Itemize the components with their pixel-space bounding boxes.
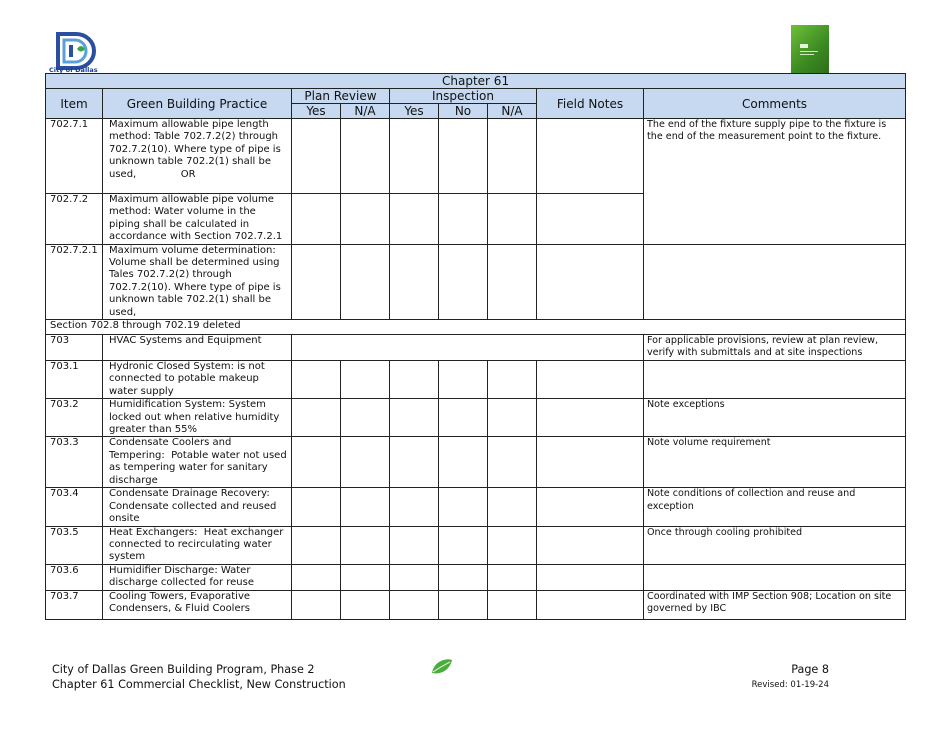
col-field-notes-header: Field Notes — [537, 89, 644, 119]
comment-text: Once through cooling prohibited — [644, 526, 906, 564]
field-notes-cell[interactable] — [537, 590, 644, 619]
page-number: Page 8 — [791, 663, 829, 676]
insp-yes-cell[interactable] — [390, 590, 439, 619]
revised-date: Revised: 01-19-24 — [751, 680, 829, 690]
merged-empty-cell — [292, 335, 644, 361]
plan-na-cell[interactable] — [341, 244, 390, 319]
plan-yes-cell[interactable] — [292, 488, 341, 526]
practice-text: Maximum allowable pipe length method: Table 702.7.2(2) through 702.7.2(10). Where type of pipe is unknown table 702.2(1) shall be used, OR — [103, 119, 292, 194]
plan-na-cell[interactable] — [341, 399, 390, 437]
field-notes-cell[interactable] — [537, 437, 644, 488]
field-notes-cell[interactable] — [537, 399, 644, 437]
insp-na-cell[interactable] — [488, 194, 537, 245]
field-notes-cell[interactable] — [537, 194, 644, 245]
chapter-title: Chapter 61 — [46, 74, 906, 89]
insp-no-cell[interactable] — [439, 488, 488, 526]
plan-na-cell[interactable] — [341, 590, 390, 619]
item-number: 703.4 — [46, 488, 103, 526]
plan-yes-cell[interactable] — [292, 526, 341, 564]
col-item-header: Item — [46, 89, 103, 119]
practice-text: Humidification System: System locked out when relative humidity greater than 55% — [103, 399, 292, 437]
insp-na-header: N/A — [488, 104, 537, 119]
footer-line-2: Chapter 61 Commercial Checklist, New Construction — [52, 677, 346, 691]
plan-yes-cell[interactable] — [292, 590, 341, 619]
comment-text — [644, 360, 906, 398]
practice-text: Maximum allowable pipe volume method: Water volume in the piping shall be calculated in accordance with Section 702.7.2.1 — [103, 194, 292, 245]
insp-no-header: No — [439, 104, 488, 119]
plan-na-header: N/A — [341, 104, 390, 119]
insp-no-cell[interactable] — [439, 194, 488, 245]
insp-na-cell[interactable] — [488, 488, 537, 526]
iecc-book-cover-icon — [791, 25, 829, 73]
table-row — [46, 244, 906, 319]
insp-no-cell[interactable] — [439, 399, 488, 437]
item-number: 702.7.2.1 — [46, 244, 103, 319]
practice-text: Hydronic Closed System: is not connected to potable makeup water supply — [103, 360, 292, 398]
insp-yes-cell[interactable] — [390, 437, 439, 488]
plan-yes-cell[interactable] — [292, 244, 341, 319]
table-row — [46, 399, 906, 437]
insp-yes-cell[interactable] — [390, 526, 439, 564]
practice-text: Condensate Coolers and Tempering: Potable water not used as tempering water for sanitary discharge — [103, 437, 292, 488]
field-notes-cell[interactable] — [537, 119, 644, 194]
col-comments-header: Comments — [644, 89, 906, 119]
insp-na-cell[interactable] — [488, 119, 537, 194]
insp-yes-cell[interactable] — [390, 244, 439, 319]
col-inspection-header: Inspection — [390, 89, 537, 104]
footer-program — [52, 663, 346, 692]
comment-text: Coordinated with IMP Section 908; Location on site governed by IBC — [644, 590, 906, 619]
item-number: 702.7.1 — [46, 119, 103, 194]
plan-na-cell[interactable] — [341, 194, 390, 245]
item-number: 703.7 — [46, 590, 103, 619]
comment-text: Note volume requirement — [644, 437, 906, 488]
insp-no-cell[interactable] — [439, 244, 488, 319]
logo-caption: City of Dallas — [49, 66, 98, 74]
comment-text — [644, 564, 906, 590]
plan-na-cell[interactable] — [341, 564, 390, 590]
field-notes-cell[interactable] — [537, 526, 644, 564]
item-number: 703.3 — [46, 437, 103, 488]
insp-na-cell[interactable] — [488, 244, 537, 319]
col-plan-review-header: Plan Review — [292, 89, 390, 104]
insp-na-cell[interactable] — [488, 399, 537, 437]
plan-yes-cell[interactable] — [292, 437, 341, 488]
insp-na-cell[interactable] — [488, 564, 537, 590]
table-row — [46, 360, 906, 398]
insp-yes-cell[interactable] — [390, 399, 439, 437]
practice-text: Maximum volume determination: Volume shall be determined using Tales 702.7.2(2) through 702.7.2(10). Where type of pipe is unknown table 702.2(1) shall be used, — [103, 244, 292, 319]
plan-na-cell[interactable] — [341, 119, 390, 194]
insp-na-cell[interactable] — [488, 526, 537, 564]
practice-text: HVAC Systems and Equipment — [103, 335, 292, 361]
insp-yes-cell[interactable] — [390, 488, 439, 526]
table-row — [46, 119, 906, 194]
section-note-row — [46, 320, 906, 335]
footer-line-1: City of Dallas Green Building Program, Phase 2 — [52, 663, 315, 676]
insp-yes-cell[interactable] — [390, 360, 439, 398]
plan-yes-cell[interactable] — [292, 194, 341, 245]
insp-no-cell[interactable] — [439, 526, 488, 564]
comment-text: Note conditions of collection and reuse and exception — [644, 488, 906, 526]
item-number: 703.6 — [46, 564, 103, 590]
insp-yes-cell[interactable] — [390, 564, 439, 590]
comment-text: The end of the fixture supply pipe to the fixture is the end of the measurement point to the fixture. — [644, 119, 906, 245]
plan-na-cell[interactable] — [341, 437, 390, 488]
field-notes-cell[interactable] — [537, 360, 644, 398]
item-number: 703.5 — [46, 526, 103, 564]
plan-na-cell[interactable] — [341, 360, 390, 398]
item-number: 703.2 — [46, 399, 103, 437]
insp-no-cell[interactable] — [439, 360, 488, 398]
practice-text: Condensate Drainage Recovery: Condensate collected and reused onsite — [103, 488, 292, 526]
table-row — [46, 335, 906, 361]
insp-no-cell[interactable] — [439, 119, 488, 194]
plan-na-cell[interactable] — [341, 526, 390, 564]
insp-yes-cell[interactable] — [390, 194, 439, 245]
practice-text: Heat Exchangers: Heat exchanger connected to recirculating water system — [103, 526, 292, 564]
insp-na-cell[interactable] — [488, 590, 537, 619]
insp-yes-cell[interactable] — [390, 119, 439, 194]
item-number: 702.7.2 — [46, 194, 103, 245]
plan-yes-cell[interactable] — [292, 399, 341, 437]
green-leaf-icon — [430, 657, 454, 677]
plan-yes-cell[interactable] — [292, 564, 341, 590]
comment-text — [644, 244, 906, 319]
item-number: 703 — [46, 335, 103, 361]
checklist-table — [45, 73, 906, 620]
field-notes-cell[interactable] — [537, 488, 644, 526]
field-notes-cell[interactable] — [537, 244, 644, 319]
insp-na-cell[interactable] — [488, 360, 537, 398]
insp-no-cell[interactable] — [439, 437, 488, 488]
table-row — [46, 437, 906, 488]
practice-text: Cooling Towers, Evaporative Condensers, & Fluid Coolers — [103, 590, 292, 619]
field-notes-cell[interactable] — [537, 564, 644, 590]
insp-no-cell[interactable] — [439, 590, 488, 619]
item-number: 703.1 — [46, 360, 103, 398]
section-note: Section 702.8 through 702.19 deleted — [46, 320, 906, 335]
col-practice-header: Green Building Practice — [103, 89, 292, 119]
table-row — [46, 564, 906, 590]
table-row — [46, 488, 906, 526]
plan-yes-cell[interactable] — [292, 119, 341, 194]
table-row — [46, 526, 906, 564]
comment-text: For applicable provisions, review at plan review, verify with submittals and at site inspections — [644, 335, 906, 361]
comment-text: Note exceptions — [644, 399, 906, 437]
insp-no-cell[interactable] — [439, 564, 488, 590]
plan-yes-header: Yes — [292, 104, 341, 119]
insp-yes-header: Yes — [390, 104, 439, 119]
plan-yes-cell[interactable] — [292, 360, 341, 398]
table-row — [46, 590, 906, 619]
insp-na-cell[interactable] — [488, 437, 537, 488]
plan-na-cell[interactable] — [341, 488, 390, 526]
practice-text: Humidifier Discharge: Water discharge collected for reuse — [103, 564, 292, 590]
